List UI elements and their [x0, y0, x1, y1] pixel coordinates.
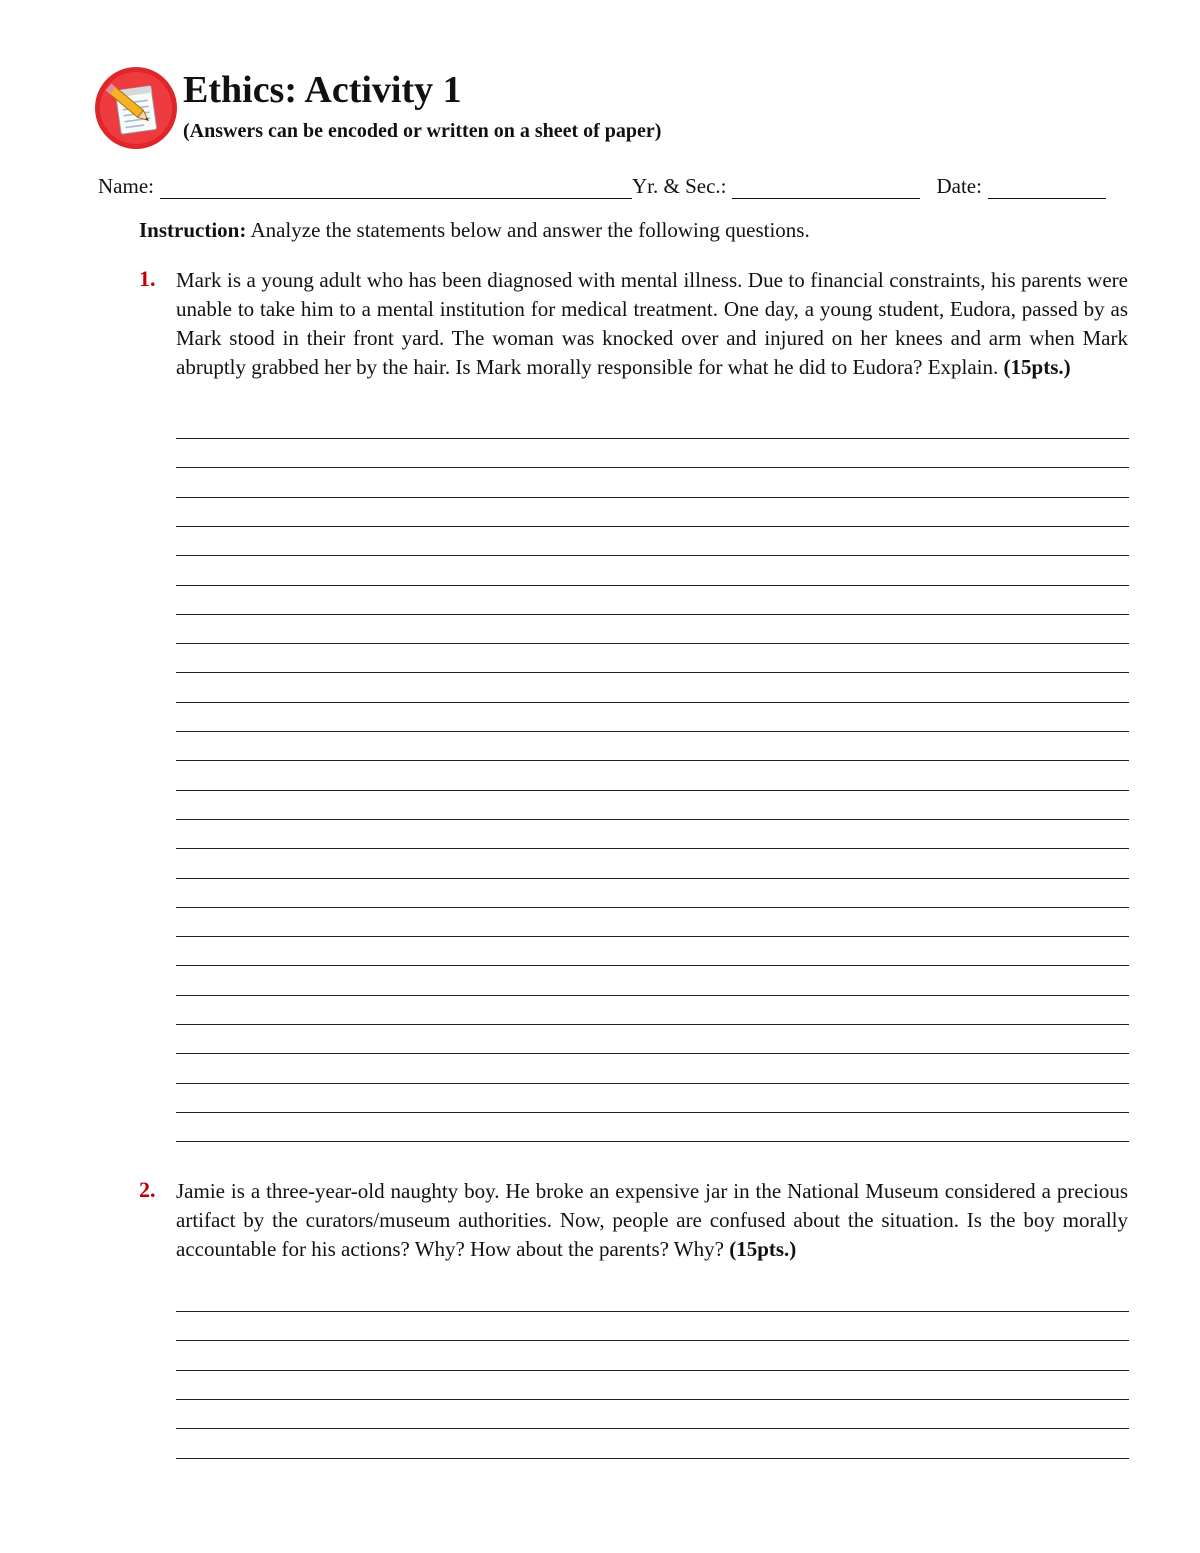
instruction — [139, 218, 810, 243]
answer-line[interactable] — [176, 907, 1129, 908]
question-1-text — [176, 266, 1128, 382]
question-2-text — [176, 1177, 1128, 1264]
answer-line[interactable] — [176, 1370, 1129, 1371]
question-2-number: 2. — [139, 1177, 156, 1202]
answer-line[interactable] — [176, 1083, 1129, 1084]
answer-line[interactable] — [176, 1141, 1129, 1142]
answer-line[interactable] — [176, 672, 1129, 673]
answer-line[interactable] — [176, 526, 1129, 527]
name-label: Name: — [98, 174, 154, 198]
answer-line[interactable] — [176, 965, 1129, 966]
answer-line[interactable] — [176, 497, 1129, 498]
answer-line[interactable] — [176, 1399, 1129, 1400]
answer-line[interactable] — [176, 848, 1129, 849]
answer-line[interactable] — [176, 467, 1129, 468]
question-2-points: (15pts.) — [729, 1237, 797, 1261]
answer-line[interactable] — [176, 1053, 1129, 1054]
student-info-fields — [98, 174, 1128, 199]
answer-line[interactable] — [176, 995, 1129, 996]
question-1-number: 1. — [139, 266, 156, 291]
date-blank[interactable] — [988, 176, 1106, 199]
answer-line[interactable] — [176, 878, 1129, 879]
document-subtitle: (Answers can be encoded or written on a sheet of paper) — [183, 120, 662, 142]
answer-line[interactable] — [176, 643, 1129, 644]
question-1-answer-lines[interactable] — [176, 438, 1129, 1148]
instruction-text: Analyze the statements below and answer the following questions. — [250, 218, 810, 242]
name-blank[interactable] — [160, 176, 632, 199]
question-1-body: Mark is a young adult who has been diagnosed with mental illness. Due to financial constraints, his parents were unable to take him to a mental institution for medical treatment. One day, a young student, Eudora, passed by as Mark stood in their front yard. The woman was knocked over and injured on her knees and arm when Mark abruptly grabbed her by the hair. Is Mark morally responsible for what he did to Eudora? Explain. — [176, 268, 1128, 379]
answer-line[interactable] — [176, 819, 1129, 820]
answer-line[interactable] — [176, 585, 1129, 586]
answer-line[interactable] — [176, 614, 1129, 615]
answer-line[interactable] — [176, 731, 1129, 732]
answer-line[interactable] — [176, 760, 1129, 761]
yr-sec-label: Yr. & Sec.: — [631, 174, 727, 198]
answer-line[interactable] — [176, 1112, 1129, 1113]
question-2-body: Jamie is a three-year-old naughty boy. He broke an expensive jar in the National Museum considered a precious artifact by the curators/museum authorities. Now, people are confused about the situation. Is the boy morally accountable for his actions? Why? How about the parents? Why? — [176, 1179, 1128, 1261]
answer-line[interactable] — [176, 1428, 1129, 1429]
answer-line[interactable] — [176, 1340, 1129, 1341]
instruction-label: Instruction: — [139, 218, 247, 242]
answer-line[interactable] — [176, 936, 1129, 937]
answer-line[interactable] — [176, 1024, 1129, 1025]
answer-line[interactable] — [176, 438, 1129, 439]
answer-line[interactable] — [176, 1311, 1129, 1312]
question-2-answer-lines[interactable] — [176, 1311, 1129, 1471]
answer-line[interactable] — [176, 1458, 1129, 1459]
answer-line[interactable] — [176, 555, 1129, 556]
yr-sec-blank[interactable] — [732, 176, 920, 199]
answer-line[interactable] — [176, 702, 1129, 703]
answer-line[interactable] — [176, 790, 1129, 791]
document-title: Ethics: Activity 1 — [183, 69, 462, 111]
question-1-points: (15pts.) — [1003, 355, 1071, 379]
date-label: Date: — [936, 174, 982, 198]
notepad-pencil-icon — [94, 66, 178, 150]
